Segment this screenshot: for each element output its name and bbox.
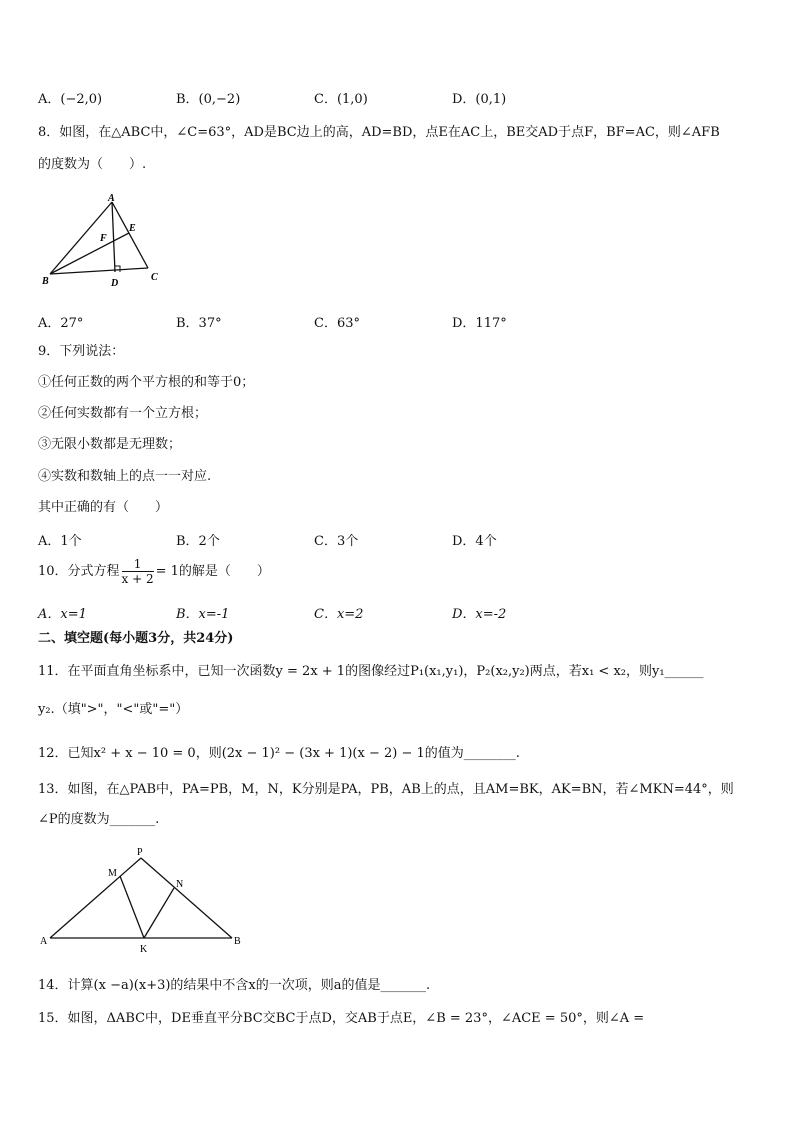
- q8-option-c: C．63°: [314, 316, 360, 331]
- q14-stem: 14．计算(x −a)(x+3)的结果中不含x的一次项，则a的值是_______.: [38, 978, 431, 993]
- q7-option-b: B．(0,−2): [176, 92, 241, 107]
- q9-statement-3: ③无限小数都是无理数；: [38, 437, 182, 452]
- q8-right-angle-mark: [115, 266, 120, 272]
- q9-title: 9．下列说法：: [38, 344, 125, 359]
- q9-options: [38, 530, 758, 548]
- q8-segment-be: [50, 233, 129, 274]
- q13-label-b: B: [234, 936, 241, 947]
- q10-prefix: 10．分式方程: [38, 564, 120, 579]
- q13-stem-line2: ∠P的度数为_______.: [38, 812, 160, 827]
- q13-label-m: M: [108, 868, 117, 879]
- q8-edge-ac: [112, 202, 148, 268]
- section-heading-fill-in: 二、填空题(每小题3分，共24分): [38, 631, 234, 646]
- q8-label-c: C: [151, 272, 158, 283]
- q10-option-d: D．x=-2: [452, 607, 507, 622]
- q13-triangle-figure: [36, 840, 252, 955]
- q10-option-b: B．x=-1: [176, 607, 230, 622]
- q8-triangle-figure: [36, 190, 176, 290]
- q7-option-c: C．(1,0): [314, 92, 368, 107]
- q9-statement-1: ①任何正数的两个平方根的和等于0；: [38, 375, 255, 390]
- q13-edge-pb: [141, 858, 232, 938]
- q13-label-n: N: [176, 879, 184, 890]
- q11-stem-line2: y₂.（填">"，"<"或"="）: [38, 702, 189, 717]
- q13-stem-line1: 13．如图，在△PAB中，PA=PB，M，N，K分别是PA，PB，AB上的点，且AM=BK，AK=BN，若∠MKN=44°，则: [38, 782, 734, 797]
- q10-option-c: C．x=2: [314, 607, 364, 622]
- q7-options: [38, 88, 758, 106]
- q12-stem: 12．已知x² + x − 10 = 0，则(2x − 1)² − (3x + 1)(x − 2) − 1的值为________.: [38, 746, 520, 761]
- q9-option-c: C．3个: [314, 534, 359, 549]
- q9-statement-2: ②任何实数都有一个立方根；: [38, 406, 208, 421]
- q10-suffix: = 1的解是（ ）: [155, 564, 270, 579]
- q10-option-a: A．x=1: [38, 607, 87, 622]
- q13-segment-nk: [144, 888, 174, 938]
- q11-stem-line1: 11．在平面直角坐标系中，已知一次函数y = 2x + 1的图像经过P₁(x₁,y₁)，P₂(x₂,y₂)两点，若x₁ < x₂，则y₁______: [38, 664, 704, 679]
- q13-edge-pa: [50, 858, 141, 938]
- q8-edge-bc: [50, 268, 148, 274]
- q9-option-d: D．4个: [452, 534, 497, 549]
- q10-stem: [38, 556, 270, 588]
- q7-option-a: A．(−2,0): [38, 92, 103, 107]
- q8-label-f: F: [100, 233, 107, 244]
- q7-option-d: D．(0,1): [452, 92, 507, 107]
- q8-option-a: A．27°: [38, 316, 84, 331]
- q8-label-d: D: [111, 278, 119, 289]
- q10-fraction: [122, 557, 154, 586]
- q13-label-a: A: [40, 936, 48, 947]
- q10-options: [38, 603, 758, 621]
- q9-option-a: A．1个: [38, 534, 82, 549]
- q10-numerator: 1: [133, 557, 142, 571]
- q8-option-b: B．37°: [176, 316, 222, 331]
- q8-options: [38, 312, 758, 330]
- q9-option-b: B．2个: [176, 534, 220, 549]
- q13-label-p: P: [137, 847, 143, 858]
- q8-stem-line2: 的度数为（ ）.: [38, 157, 147, 172]
- q8-label-b: B: [42, 276, 49, 287]
- q15-stem: 15．如图，ΔABC中，DE垂直平分BC交BC于点D，交AB于点E，∠B = 23°，∠ACE = 50°，则∠A =: [38, 1011, 645, 1026]
- q9-statement-4: ④实数和数轴上的点一一对应.: [38, 469, 212, 484]
- q8-altitude-ad: [112, 202, 115, 272]
- q13-segment-mk: [120, 876, 144, 938]
- q9-question: 其中正确的有（ ）: [38, 500, 169, 515]
- q13-label-k: K: [140, 944, 148, 955]
- q8-stem-line1: 8．如图，在△ABC中，∠C=63°，AD是BC边上的高，AD=BD，点E在AC上，BE交AD于点F，BF=AC，则∠AFB: [38, 125, 720, 140]
- q8-option-d: D．117°: [452, 316, 507, 331]
- q8-label-a: A: [108, 193, 115, 204]
- q8-label-e: E: [129, 223, 136, 234]
- q10-denominator: x + 2: [121, 572, 154, 586]
